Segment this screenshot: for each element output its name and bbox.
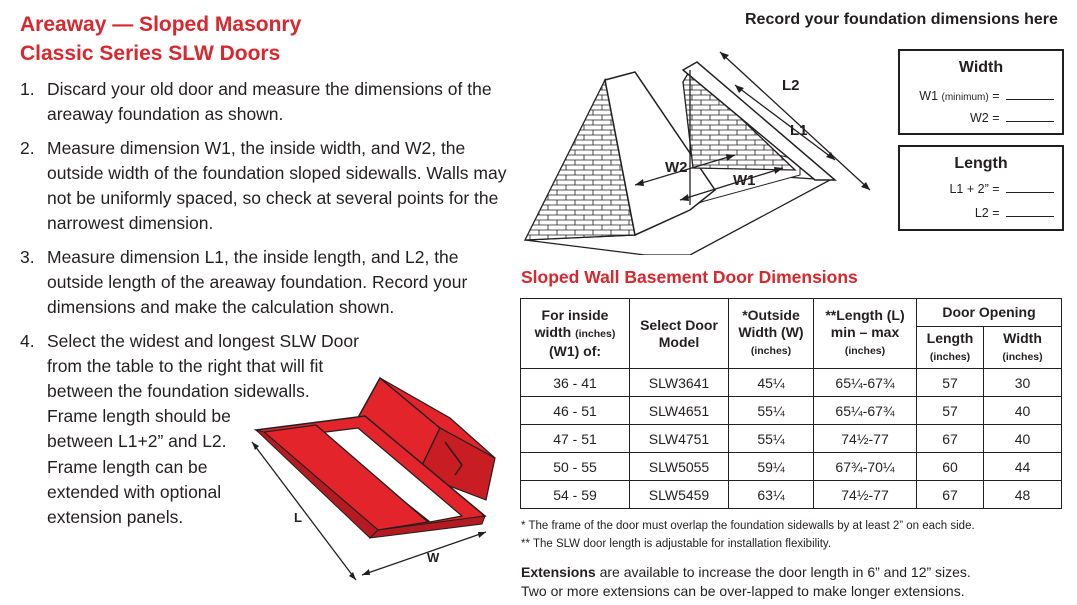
step-2 (20, 136, 510, 236)
door-dimensions-table (520, 298, 1062, 509)
l2-label: L2 = (974, 206, 1000, 220)
cell-length: 67¾-70¼ (814, 453, 917, 481)
l2-field[interactable] (975, 206, 1054, 220)
door-label-w: W (427, 550, 440, 565)
diagram-label-w2: W2 (665, 159, 688, 176)
table-row (521, 481, 1062, 509)
cell-outside-width: 59¼ (729, 453, 814, 481)
instruction-steps (20, 77, 510, 413)
cell-opening-length: 57 (917, 397, 984, 425)
cell-opening-length: 60 (917, 453, 984, 481)
step-text: Measure dimension L1, the inside length, and L2, the outside length of the areaway foundation. Record your dimensions and make the calculation shown. (47, 247, 468, 317)
length-box-title: Length (954, 155, 1008, 172)
l1-blank[interactable] (1006, 182, 1054, 193)
extensions-note (521, 563, 1071, 601)
table-row (521, 453, 1062, 481)
length-record-box (898, 145, 1064, 231)
page-title (20, 10, 301, 68)
diagram-label-w1: W1 (733, 172, 756, 189)
table-title: Sloped Wall Basement Door Dimensions (521, 267, 858, 287)
cell-inside-width: 47 - 51 (521, 425, 630, 453)
cell-inside-width: 46 - 51 (521, 397, 630, 425)
record-dimensions-heading: Record your foundation dimensions here (745, 11, 1058, 28)
cell-inside-width: 54 - 59 (521, 481, 630, 509)
cell-outside-width: 55¼ (729, 397, 814, 425)
diagram-label-l2: L2 (782, 77, 800, 94)
l1-label: L1 + 2” = (949, 182, 1000, 196)
header-inside-width: For inside width (inches) (W1) of: (521, 299, 630, 369)
cell-opening-width: 30 (984, 369, 1062, 397)
step-number: 2. (20, 138, 35, 158)
extensions-text-2: Two or more extensions can be over-lapped to make longer extensions. (521, 583, 965, 599)
cell-opening-length: 67 (917, 425, 984, 453)
cell-length: 74½-77 (814, 481, 917, 509)
title-line-2: Classic Series SLW Doors (20, 42, 281, 65)
table-row (521, 369, 1062, 397)
header-opening-length: Length (inches) (917, 327, 984, 369)
width-record-box (898, 49, 1064, 135)
table-row (521, 397, 1062, 425)
step-4-continued: Frame length should be between L1+2” and L2. Frame length can be extended with optional extension panels. (47, 406, 231, 528)
cell-opening-length: 57 (917, 369, 984, 397)
cell-model: SLW5055 (630, 453, 729, 481)
cell-length: 74½-77 (814, 425, 917, 453)
cell-outside-width: 63¼ (729, 481, 814, 509)
cell-model: SLW5459 (630, 481, 729, 509)
w1-note: (minimum) (941, 92, 989, 103)
title-line-1: Areaway — Sloped Masonry (20, 13, 302, 36)
w1-equals: = (992, 89, 1000, 103)
step-3 (20, 245, 510, 320)
cell-length: 65¼-67¾ (814, 397, 917, 425)
header-length: **Length (L) min – max (inches) (814, 299, 917, 369)
w2-blank[interactable] (1006, 111, 1054, 122)
header-door-model: Select Door Model (630, 299, 729, 369)
areaway-foundation-diagram (515, 40, 895, 255)
table-row (521, 425, 1062, 453)
step-text: Select the widest and longest SLW Door from the table to the right that will fit between the foundation sidewalls. (47, 331, 359, 401)
w2-field[interactable] (970, 111, 1054, 125)
step-1 (20, 77, 510, 127)
width-box-title: Width (958, 59, 1004, 76)
cell-model: SLW4651 (630, 397, 729, 425)
cell-model: SLW3641 (630, 369, 729, 397)
header-outside-width: *Outside Width (W) (inches) (729, 299, 814, 369)
cell-opening-width: 44 (984, 453, 1062, 481)
header-opening-width: Width (inches) (984, 327, 1062, 369)
step-number: 3. (20, 247, 35, 267)
cell-opening-width: 40 (984, 425, 1062, 453)
right-sidewall (683, 70, 795, 170)
cell-opening-width: 48 (984, 481, 1062, 509)
cell-inside-width: 36 - 41 (521, 369, 630, 397)
w1-blank[interactable] (1006, 89, 1054, 100)
cell-opening-length: 67 (917, 481, 984, 509)
diagram-label-l1: L1 (790, 122, 808, 139)
w1-label: W1 (919, 89, 939, 103)
extensions-bold: Extensions (521, 564, 596, 580)
cell-opening-width: 40 (984, 397, 1062, 425)
w1-field[interactable] (919, 89, 1054, 103)
step-number: 1. (20, 79, 35, 99)
header-door-opening: Door Opening (917, 299, 1062, 327)
step-text: Measure dimension W1, the inside width, and W2, the outside width of the foundation sloped sidewalls. Walls may not be uniformly spaced, so check at several points for the narrowest dimension. (47, 138, 507, 233)
step-text: Discard your old door and measure the dimensions of the areaway foundation as shown. (47, 79, 492, 124)
cell-outside-width: 55¼ (729, 425, 814, 453)
footnote-length-adjustable: ** The SLW door length is adjustable for installation flexibility. (521, 538, 832, 550)
cell-inside-width: 50 - 55 (521, 453, 630, 481)
slw-door-illustration (250, 370, 520, 595)
footnote-frame-overlap: * The frame of the door must overlap the foundation sidewalls by at least 2” on each side. (521, 520, 975, 532)
door-label-l: L (294, 510, 302, 525)
l2-blank[interactable] (1006, 206, 1054, 217)
step-number: 4. (20, 331, 35, 351)
extensions-text-1: are available to increase the door length in 6” and 12” sizes. (595, 564, 971, 580)
l1-field[interactable] (949, 182, 1054, 196)
w2-label: W2 = (969, 111, 1000, 125)
cell-outside-width: 45¼ (729, 369, 814, 397)
cell-model: SLW4751 (630, 425, 729, 453)
cell-length: 65¼-67¾ (814, 369, 917, 397)
